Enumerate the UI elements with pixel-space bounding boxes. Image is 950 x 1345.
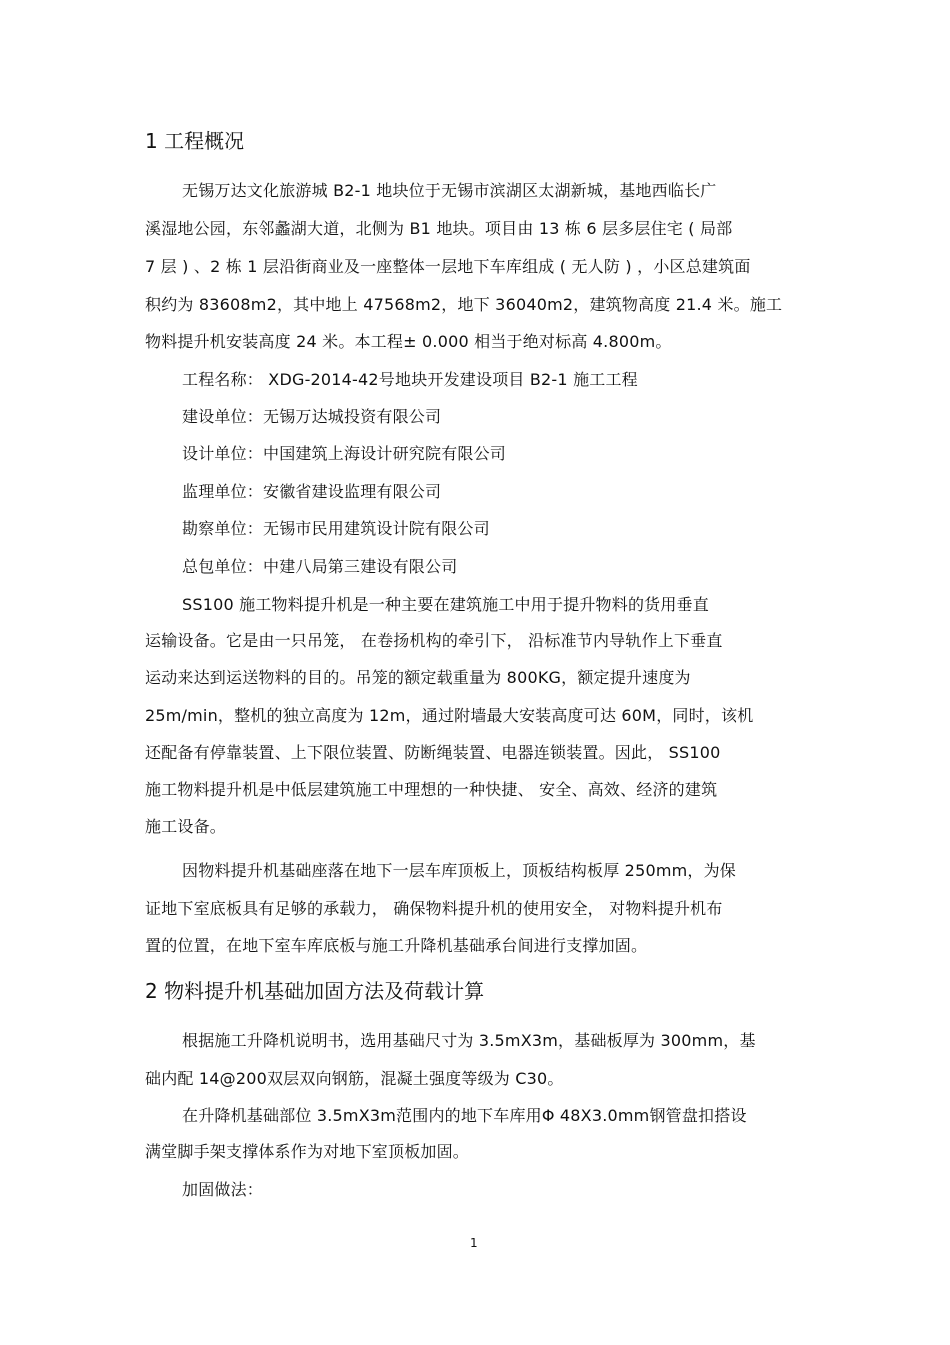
paragraph-6: 加固做法： [182,1180,264,1199]
paragraph-1-line-3: 7 层 ) 、2 栋 1 层沿街商业及一座整体一层地下车库组成 ( 无人防 ) ，小区总建筑面 [145,257,751,276]
paragraph-2-line-7: 施工设备。 [145,817,227,836]
paragraph-2-line-2: 运输设备。它是由一只吊笼， 在卷扬机构的牵引下， 沿标准节内导轨作上下垂直 [145,631,723,650]
page-number: 1 [470,1236,478,1250]
paragraph-5-line-2: 满堂脚手架支撑体系作为对地下室顶板加固。 [145,1142,470,1161]
paragraph-4-line-2: 础内配 14@200双层双向钢筋，混凝土强度等级为 C30。 [145,1069,564,1088]
section-heading-2: 2 物料提升机基础加固方法及荷载计算 [145,979,485,1003]
paragraph-2-line-4: 25m/min，整机的独立高度为 12m，通过附墙最大安装高度可达 60M，同时，该机 [145,706,754,725]
paragraph-1-line-2: 溪湿地公园，东邻蠡湖大道，北侧为 B1 地块。项目由 13 栋 6 层多层住宅 ( 局部 [145,219,733,238]
paragraph-3-line-2: 证地下室底板具有足够的承载力， 确保物料提升机的使用安全， 对物料提升机布 [145,899,723,918]
paragraph-2-line-5: 还配备有停靠装置、上下限位装置、防断绳装置、电器连锁装置。因此， SS100 [145,743,721,762]
paragraph-2-line-1: SS100 施工物料提升机是一种主要在建筑施工中用于提升物料的货用垂直 [182,595,709,614]
paragraph-1-line-1: 无锡万达文化旅游城 B2-1 地块位于无锡市滨湖区太湖新城，基地西临长广 [182,181,717,200]
paragraph-4-line-1: 根据施工升降机说明书，选用基础尺寸为 3.5mX3m，基础板厚为 300mm，基 [182,1031,756,1050]
section-heading-1: 1 工程概况 [145,129,245,153]
paragraph-1-line-4: 积约为 83608m2，其中地上 47568m2，地下 36040m2，建筑物高度 21.4 米。施工 [145,295,783,314]
paragraph-3-line-1: 因物料提升机基础座落在地下一层车库顶板上，顶板结构板厚 250mm，为保 [182,861,736,880]
paragraph-3-line-3: 置的位置，在地下室车库底板与施工升降机基础承台间进行支撑加固。 [145,936,648,955]
info-general-contractor: 总包单位：中建八局第三建设有限公司 [182,557,458,576]
paragraph-1-line-5: 物料提升机安装高度 24 米。本工程± 0.000 相当于绝对标高 4.800m。 [145,332,672,351]
info-supervision-unit: 监理单位：安徽省建设监理有限公司 [182,482,442,501]
paragraph-2-line-6: 施工物料提升机是中低层建筑施工中理想的一种快捷、 安全、高效、经济的建筑 [145,780,718,799]
info-design-unit: 设计单位：中国建筑上海设计研究院有限公司 [182,444,507,463]
info-project-name: 工程名称： XDG-2014-42号地块开发建设项目 B2-1 施工工程 [182,370,638,389]
paragraph-2-line-3: 运动来达到运送物料的目的。吊笼的额定载重量为 800KG，额定提升速度为 [145,668,691,687]
info-construction-unit: 建设单位：无锡万达城投资有限公司 [182,407,442,426]
info-survey-unit: 勘察单位：无锡市民用建筑设计院有限公司 [182,519,490,538]
paragraph-5-line-1: 在升降机基础部位 3.5mX3m范围内的地下车库用Φ 48X3.0mm钢管盘扣搭设 [182,1106,747,1125]
